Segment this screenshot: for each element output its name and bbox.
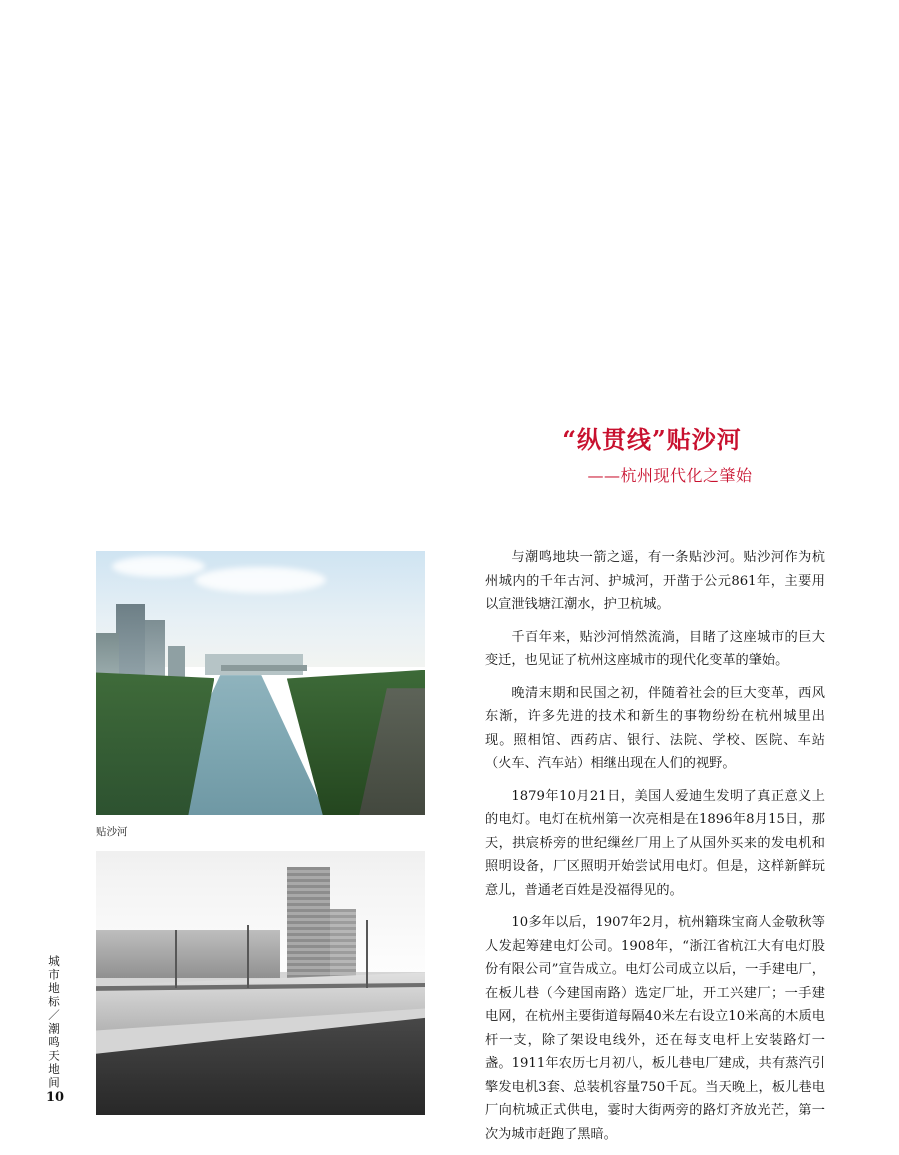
bw-lamp-pole	[247, 925, 249, 988]
body-paragraph: 晚清末期和民国之初，伴随着社会的巨大变革，西风东渐，许多先进的技术和新生的事物纷纷在杭州城里出现。照相馆、西药店、银行、法院、学校、医院、车站（火车、汽车站）相继出现在人们的视野。	[485, 685, 825, 771]
bw-tower-under-construction	[287, 867, 330, 978]
bridge-shape	[221, 665, 307, 672]
bw-lamp-pole	[366, 920, 368, 989]
bw-secondary-tower	[330, 909, 356, 978]
bw-photo-body	[96, 851, 425, 1115]
body-paragraph: 与潮鸣地块一箭之遥，有一条贴沙河。贴沙河作为杭州城内的千年古河、护城河，开凿于公元861年，主要用以宣泄钱塘江潮水，护卫杭城。	[485, 550, 825, 612]
figure-caption-top: 贴沙河	[96, 826, 128, 838]
building-shape	[116, 604, 146, 683]
page-subtitle: ——杭州现代化之肇始	[587, 466, 753, 486]
running-head: 城市地标／潮鸣天地间	[47, 955, 61, 1090]
building-shape	[145, 620, 165, 683]
tiesha-river-historic-bw-photo	[96, 851, 425, 1115]
cloud-shape	[195, 567, 327, 593]
bw-building-row	[96, 930, 280, 978]
body-paragraph: 千百年来，贴沙河悄然流淌，目睹了这座城市的巨大变迁，也见证了杭州这座城市的现代化变革的肇始。	[485, 629, 825, 668]
bw-embankment	[96, 972, 425, 1030]
body-paragraph: 1879年10月21日，美国人爱迪生发明了真正意义上的电灯。电灯在杭州第一次亮相是在1896年8月15日，那天，拱宸桥旁的世纪缫丝厂用上了从国外买来的发电机和照明设备，厂区照明开始尝试用电灯。但是，这样新鲜玩意儿，普通老百姓是没福得见的。	[485, 788, 825, 898]
page-title: “纵贯线”贴沙河	[562, 425, 742, 454]
body-paragraph: 10多年以后，1907年2月，杭州籍珠宝商人金敬秋等人发起筹建电灯公司。1908年，“浙江省杭江大有电灯股份有限公司”宣告成立。电灯公司成立以后，一手建电厂，在板儿巷（今建国南路）选定厂址，开工兴建厂；一手建电网，在杭州主要街道每隔40米左右设立10米高的木质电杆一支，除了架设电线外，还在每支电杆上安装路灯一盏。1911年农历七月初八，板儿巷电厂建成，共有蒸汽引擎发电机3套、总装机容量750千瓦。当天晚上，板儿巷电厂向杭城正式供电，霎时大街两旁的路灯齐放光芒，第一次为城市赶跑了黑暗。	[485, 915, 825, 1142]
bw-lamp-pole	[175, 930, 177, 988]
article-title-block	[452, 424, 852, 486]
tiesha-river-color-photo	[96, 551, 425, 815]
article-body	[485, 546, 825, 1155]
page-number: 10	[46, 1090, 65, 1105]
